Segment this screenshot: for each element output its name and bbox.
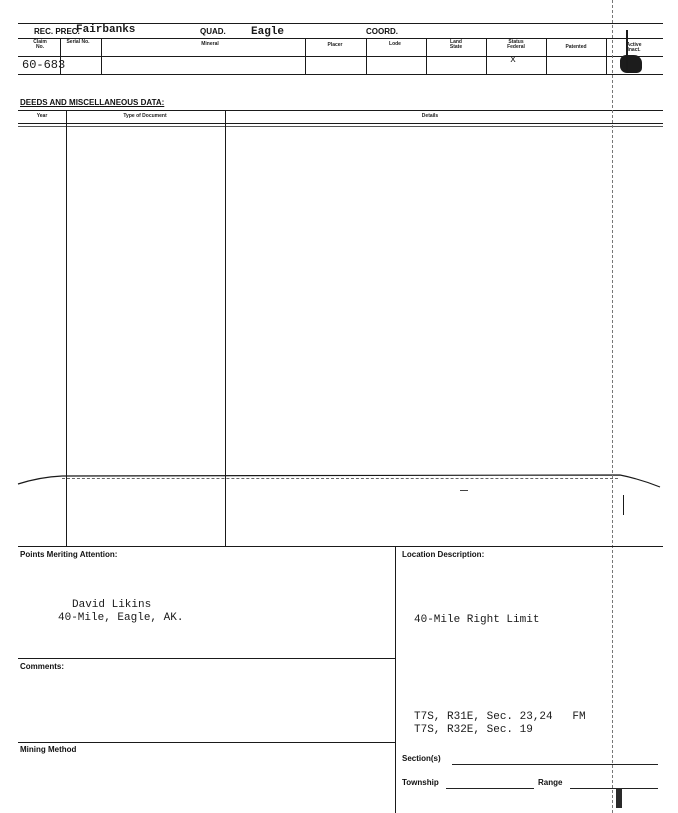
claim-divider-3: [305, 38, 306, 74]
claim-divider-5: [426, 38, 427, 74]
comments-top-rule: [18, 658, 395, 659]
deeds-year-header: Year: [36, 113, 48, 119]
location-description-value: 40-Mile Right Limit: [414, 614, 540, 626]
placer-header: Placer: [327, 42, 343, 48]
mining-method-label: Mining Method: [20, 745, 77, 754]
range-fill-line: [570, 788, 658, 789]
rec-prec-label: REC. PREC.: [34, 27, 80, 36]
township-fill-line: [446, 788, 534, 789]
claim-header-rule: [18, 56, 663, 57]
right-edge-dash: [612, 0, 613, 813]
patented-header: Patented: [565, 44, 587, 50]
active-inactive-header: Active Inact.: [626, 42, 642, 53]
bottom-center-divider: [395, 546, 396, 813]
header-rule: [18, 38, 663, 39]
claim-divider-1: [60, 38, 61, 74]
fold-line: [0, 455, 678, 505]
quad-value: Eagle: [251, 26, 285, 38]
bottom-top-rule: [18, 546, 663, 547]
points-line-1: David Likins: [72, 599, 152, 611]
deeds-type-header: Type of Document: [123, 113, 167, 119]
bottom-edge-mark: [616, 788, 622, 808]
deeds-title: DEEDS AND MISCELLANEOUS DATA:: [20, 98, 165, 107]
deeds-top-rule: [18, 110, 663, 111]
sections-label: Section(s): [402, 754, 441, 763]
status-federal-mark: x: [510, 55, 517, 66]
claim-divider-8: [606, 38, 607, 74]
mining-method-top-rule: [18, 742, 395, 743]
claim-no-header: Claim No.: [33, 39, 47, 50]
mineral-header: Mineral: [201, 41, 219, 47]
coord-label: COORD.: [366, 27, 398, 36]
legal-line-2: T7S, R32E, Sec. 19: [414, 724, 533, 736]
lode-header: Lode: [389, 41, 401, 47]
claim-row-bottom-rule: [18, 74, 663, 75]
serial-no-header: Serial No.: [66, 39, 90, 45]
active-inactive-mark: [620, 55, 642, 73]
right-edge-fragment-2: [623, 495, 624, 515]
right-edge-fragment-1: [626, 30, 628, 70]
claim-divider-6: [486, 38, 487, 74]
deeds-details-header: Details: [421, 113, 439, 119]
deeds-header-rule-2: [18, 126, 663, 127]
range-label: Range: [538, 778, 563, 787]
claim-divider-7: [546, 38, 547, 74]
status-federal-header: Status Federal: [507, 39, 525, 50]
location-description-label: Location Description:: [402, 550, 485, 559]
stray-mark: [460, 490, 468, 491]
deeds-header-rule: [18, 123, 663, 124]
claim-divider-2: [101, 38, 102, 74]
township-label: Township: [402, 778, 439, 787]
points-line-2: 40-Mile, Eagle, AK.: [58, 612, 184, 624]
quad-label: QUAD.: [200, 27, 226, 36]
claim-no-value: 60-683: [22, 58, 66, 72]
sections-fill-line: [452, 764, 658, 765]
points-label: Points Meriting Attention:: [20, 550, 118, 559]
rec-prec-value: Fairbanks: [76, 24, 136, 36]
legal-line-1: T7S, R31E, Sec. 23,24 FM: [414, 711, 586, 723]
fold-line-shadow: [62, 478, 618, 479]
land-state-header: Land State: [449, 39, 463, 50]
comments-label: Comments:: [20, 662, 65, 671]
claim-divider-4: [366, 38, 367, 74]
